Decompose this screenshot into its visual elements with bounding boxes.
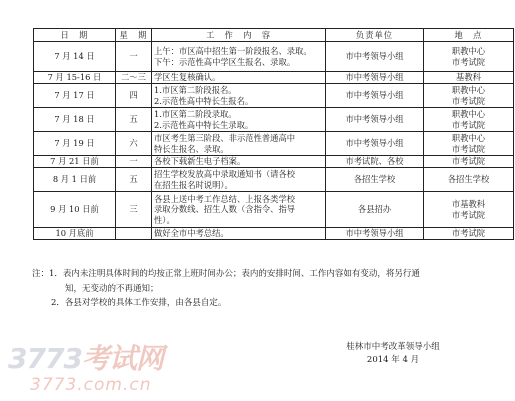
cell-content [152, 156, 326, 168]
content-line: 录取分数线、招生人数（含指令、指导 [154, 204, 296, 215]
content-line: 做好全市中考总结。 [154, 228, 229, 239]
note-line-2: 知，无变动的不再通知； [65, 283, 159, 294]
signature-org: 桂林市中考改革领导小组 [346, 342, 440, 352]
cell-unit: 市中考领导小组 [326, 132, 424, 156]
cell-weekday: 一 [116, 156, 152, 168]
cell-place [424, 84, 514, 108]
watermark-logo [8, 337, 188, 399]
cell-unit: 各招生学校 [326, 168, 424, 192]
place-line: 市基教科 [451, 198, 486, 209]
header-weekday: 星 期 [116, 29, 152, 42]
cell-place [424, 132, 514, 156]
watermark-main-b: 考试网 [81, 342, 163, 375]
table-row [34, 72, 514, 84]
content-line: 下午：示范性高中学区生报名、录取。 [154, 56, 296, 67]
watermark-url: 3773.com.cn [30, 375, 152, 395]
content-line: 1.市区第二阶段录取。 [154, 108, 237, 119]
cell-place [424, 72, 514, 84]
place-line: 市考试院 [451, 95, 486, 106]
place-line: 市考试院 [451, 56, 486, 67]
signature [338, 341, 448, 367]
content-line: 在招生报名时说明）。 [154, 179, 233, 190]
cell-place [424, 168, 514, 192]
cell-content [152, 168, 326, 192]
place-line: 职教中心 [451, 108, 486, 119]
note-line-3: 2．各县对学校的具体工作安排，由各县自定。 [51, 298, 227, 308]
cell-weekday: 四 [116, 84, 152, 108]
cell-weekday: 三 [116, 192, 152, 228]
header-row [34, 29, 514, 42]
cell-weekday: 五 [116, 168, 152, 192]
watermark-main [8, 337, 163, 377]
cell-unit: 市中考领导小组 [326, 72, 424, 84]
table-row [34, 192, 514, 228]
place-line: 市考试院 [451, 156, 486, 167]
cell-unit: 市中考领导小组 [326, 228, 424, 240]
signature-date: 2014 年 4 月 [366, 355, 420, 365]
content-line: 招生学校发放高中录取通知书（请各校 [154, 168, 296, 179]
cell-weekday: 一 [116, 42, 152, 72]
cell-place [424, 192, 514, 228]
cell-content [152, 192, 326, 228]
cell-content [152, 228, 326, 240]
place-line: 市考试院 [451, 209, 486, 220]
notes [32, 267, 420, 311]
cell-date: 7 月 17 日 [34, 84, 116, 108]
cell-place [424, 42, 514, 72]
content-line: 学区生复核确认。 [154, 72, 221, 83]
watermark-main-a: 3773 [8, 342, 82, 375]
header-date: 日 期 [34, 29, 116, 42]
cell-date: 8 月 1 日前 [34, 168, 116, 192]
cell-content [152, 84, 326, 108]
cell-content [152, 108, 326, 132]
cell-unit: 市考试院、各校 [326, 156, 424, 168]
place-line: 市考试院 [451, 119, 486, 130]
table-row [34, 84, 514, 108]
table-row [34, 228, 514, 240]
table-row [34, 108, 514, 132]
table-row [34, 132, 514, 156]
place-line: 职教中心 [451, 132, 486, 143]
cell-weekday: 二～三 [116, 72, 152, 84]
table-body [34, 42, 514, 240]
header-content: 工 作 内 容 [152, 29, 326, 42]
note-line-1: 注：1．表内未注明具体时间的均按正常上班时间办公；表内的安排时间、工作内容如有变动，将另行通 [32, 269, 420, 279]
cell-place [424, 108, 514, 132]
cell-place [424, 228, 514, 240]
content-line: 1.市区第二阶段报名。 [154, 84, 237, 95]
header-unit: 负责单位 [326, 29, 424, 42]
cell-date: 7 月 18 日 [34, 108, 116, 132]
place-line: 市考试院 [451, 228, 486, 239]
header-place: 地 点 [424, 29, 514, 42]
cell-place [424, 156, 514, 168]
content-line: 市区考生第三阶段、非示范性普通高中 [154, 132, 296, 143]
content-line: 特长生报名、录取。 [154, 143, 229, 154]
cell-weekday: 五 [116, 108, 152, 132]
content-line: 2.示范性高中特长生报名。 [154, 95, 254, 106]
cell-date: 9 月 10 日前 [34, 192, 116, 228]
table-row [34, 168, 514, 192]
cell-weekday: 六 [116, 132, 152, 156]
cell-content [152, 72, 326, 84]
cell-date: 7 月 21 日前 [34, 156, 116, 168]
place-line: 各招生学校 [447, 174, 490, 185]
cell-content [152, 132, 326, 156]
place-line: 职教中心 [451, 45, 486, 56]
cell-date: 10 月底前 [34, 228, 116, 240]
content-line: 各县上送中考工作总结、上报各类学校 [154, 193, 296, 204]
content-line: 各校下载新生电子档案。 [154, 156, 246, 167]
schedule-table [33, 28, 514, 240]
content-line: 上午：市区高中招生第一阶段报名、录取。 [154, 45, 312, 56]
cell-weekday [116, 228, 152, 240]
cell-unit: 市中考领导小组 [326, 84, 424, 108]
content-line: 2.示范性高中特长生录取。 [154, 119, 254, 130]
cell-date: 7 月 14 日 [34, 42, 116, 72]
cell-unit: 市中考领导小组 [326, 108, 424, 132]
cell-unit: 市中考领导小组 [326, 42, 424, 72]
place-line: 市考试院 [451, 143, 486, 154]
place-line: 基教科 [456, 72, 481, 83]
cell-date: 7 月 15-16 日 [34, 72, 116, 84]
cell-date: 7 月 19 日 [34, 132, 116, 156]
cell-unit: 各县招办 [326, 192, 424, 228]
cell-content [152, 42, 326, 72]
table-row [34, 156, 514, 168]
place-line: 职教中心 [451, 84, 486, 95]
table-row [34, 42, 514, 72]
content-line: 性）。 [154, 214, 175, 225]
